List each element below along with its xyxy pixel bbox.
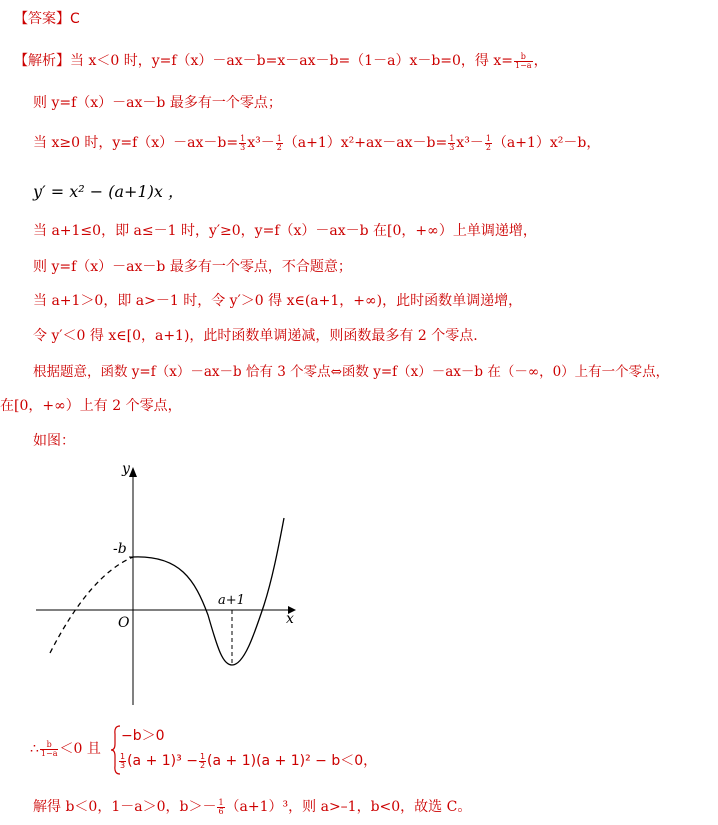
fraction-denominator: 6 [218, 806, 224, 816]
fraction-denominator: 1−a [515, 60, 532, 70]
fraction-denominator: 3 [449, 142, 455, 152]
origin-label: O [118, 615, 130, 631]
analysis-line-5: 当 a+1≤0，即 a≤－1 时，y′≥0，y=f（x）－ax－b 在[0，+∞）上单调递增， [33, 223, 537, 239]
derivative-formula: y′ = x² − (a+1)x ， [33, 182, 184, 201]
neg-b-label: -b [113, 541, 127, 557]
case-2-part-a: (a + 1)³ − [127, 753, 198, 769]
system-case-1: −b＞0 [121, 728, 165, 744]
case-2-part-b: (a + 1)(a + 1)² − b＜0 [207, 753, 364, 769]
curve-right-solid [133, 518, 284, 665]
conclusion-line [30, 738, 101, 758]
fraction-denominator: 3 [120, 760, 126, 770]
analysis-text-3a: 当 x≥0 时，y=f（x）－ax－b= [33, 135, 239, 151]
answer-value: C [70, 11, 80, 27]
fraction-one-half [199, 753, 206, 770]
fraction-one-third [119, 753, 126, 770]
system-case-2 [118, 750, 377, 770]
fraction-one-half [485, 135, 492, 152]
y-axis-label: y [122, 461, 130, 477]
analysis-line-7: 当 a+1＞0，即 a>－1 时，令 y′＞0 得 x∈(a+1，+∞)，此时函数单调递增， [33, 293, 523, 309]
a-plus-1-label: a+1 [218, 593, 245, 608]
analysis-line-1 [14, 50, 548, 70]
analysis-line-2: 则 y=f（x）－ax－b 最多有一个零点； [33, 95, 282, 111]
fraction-numerator: b [40, 741, 59, 750]
curve-left-dashed [50, 557, 133, 653]
final-line [33, 796, 471, 816]
case-2-tail: ， [363, 753, 378, 769]
y-axis-arrow [129, 467, 137, 477]
fraction-numerator: 1 [199, 751, 206, 761]
answer-label: 【答案】 [14, 11, 70, 27]
final-text-b: （a+1）³，则 a>–1，b<0，故选 C。 [225, 799, 472, 815]
analysis-line-11: 如图： [33, 433, 75, 449]
fraction-b-over-1-a-conclusion [40, 741, 59, 758]
fraction-one-third [448, 135, 455, 152]
analysis-line-10: 在[0，+∞）上有 2 个零点， [0, 398, 182, 414]
analysis-text-1-end: ， [533, 53, 548, 69]
answer-line [14, 8, 80, 28]
fraction-one-half [276, 135, 283, 152]
analysis-line-6: 则 y=f（x）－ax－b 最多有一个零点，不合题意； [33, 259, 352, 275]
fraction-denominator: 2 [199, 760, 206, 770]
fraction-one-sixth [217, 799, 224, 816]
fraction-numerator: b [514, 53, 533, 62]
therefore-symbol: ∴ [30, 741, 39, 757]
analysis-text-3d: x³－ [456, 135, 484, 151]
fraction-numerator: 1 [240, 133, 246, 143]
analysis-line-3 [33, 132, 600, 152]
lt0-and: ＜0 且 [59, 741, 101, 757]
fraction-numerator: 1 [120, 751, 126, 761]
fraction-denominator: 2 [485, 142, 491, 152]
fraction-numerator: 1 [218, 797, 224, 807]
analysis-label: 【解析】 [14, 53, 70, 69]
analysis-text-1: 当 x＜0 时，y=f（x）－ax－b=x－ax－b=（1－a）x－b=0，得 x= [70, 53, 514, 69]
fraction-numerator: 1 [276, 133, 282, 143]
analysis-line-9: 根据题意，函数 y=f（x）－ax－b 恰有 3 个零点⇔函数 y=f（x）－ax－b 在（－∞，0）上有一个零点， [33, 364, 670, 380]
fraction-denominator: 3 [240, 142, 246, 152]
x-axis-label: x [286, 611, 294, 627]
analysis-text-3c: （a+1）x²+ax－ax－b= [283, 135, 448, 151]
analysis-text-3e: （a+1）x²－b， [492, 135, 601, 151]
function-graph [30, 455, 300, 715]
fraction-numerator: 1 [449, 133, 455, 143]
fraction-denominator: 1−a [40, 748, 58, 758]
analysis-line-8: 令 y′＜0 得 x∈[0，a+1)，此时函数单调递减，则函数最多有 2 个零点. [33, 328, 478, 344]
fraction-b-over-1-a [514, 53, 533, 70]
fraction-one-third [239, 135, 246, 152]
analysis-text-3b: x³－ [247, 135, 275, 151]
fraction-numerator: 1 [485, 133, 491, 143]
fraction-denominator: 2 [276, 142, 282, 152]
final-text-a: 解得 b＜0，1－a＞0，b＞－ [33, 799, 217, 815]
